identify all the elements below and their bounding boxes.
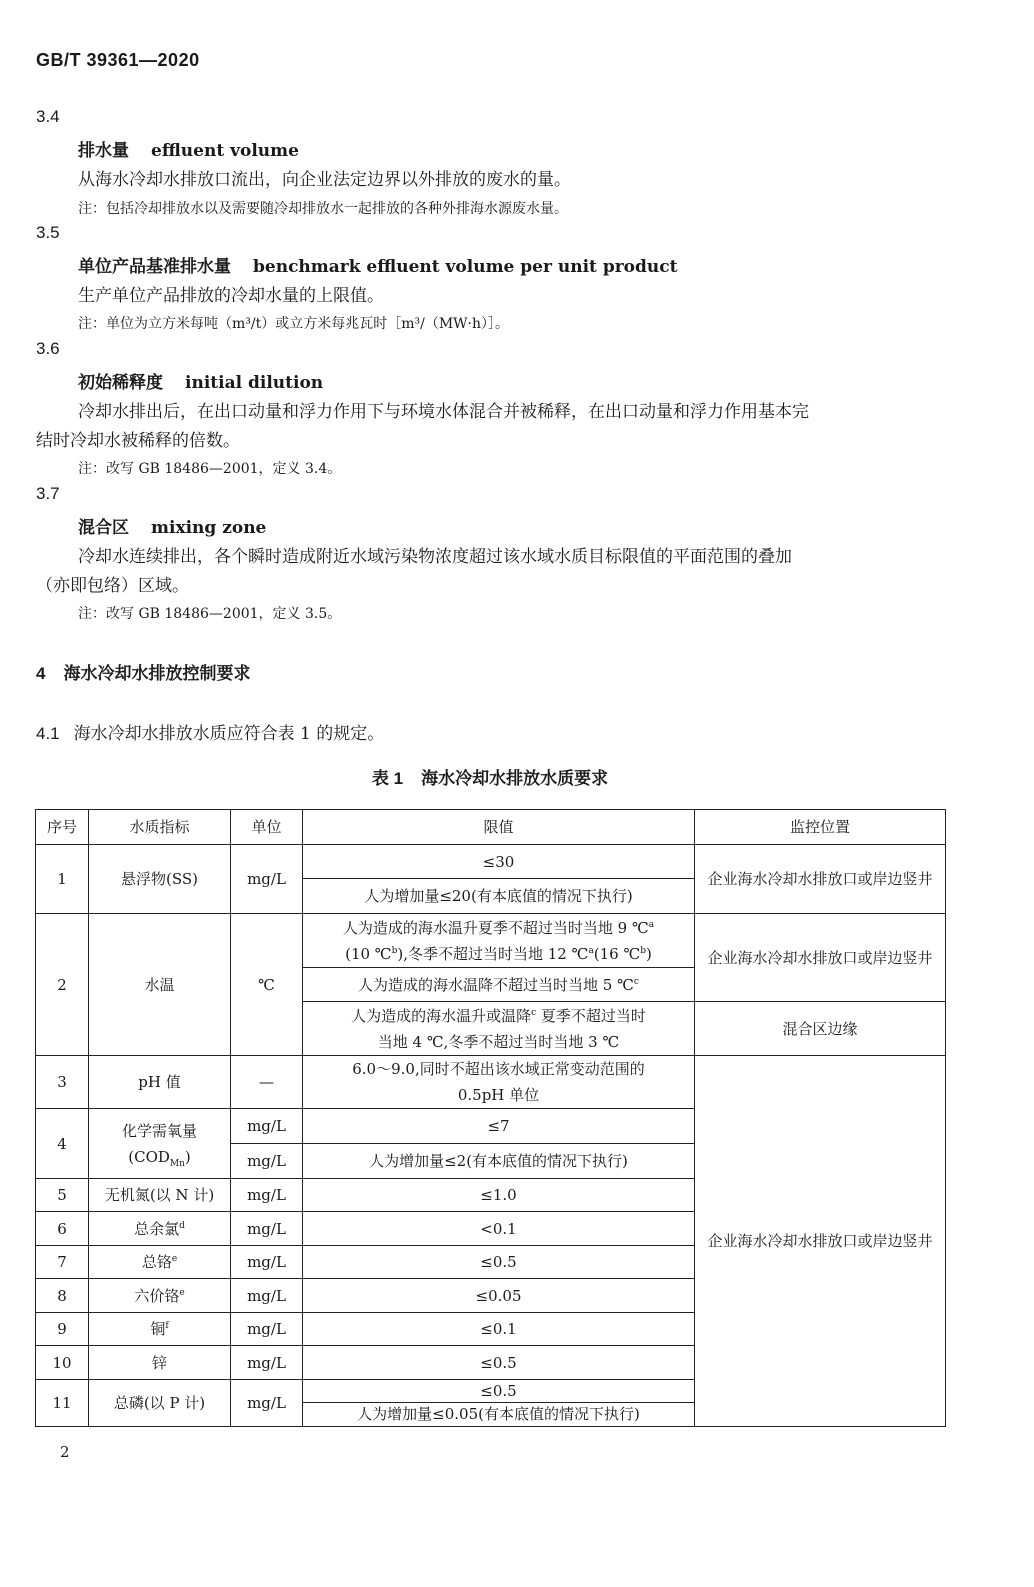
- cell-limit: <0.1: [303, 1212, 695, 1246]
- cell-unit: mg/L: [231, 1313, 303, 1346]
- cell-unit: mg/L: [231, 1246, 303, 1279]
- limit-text: (10 ℃: [345, 944, 392, 963]
- term-heading: [78, 136, 299, 161]
- term-heading: [78, 252, 677, 277]
- term-heading: [78, 368, 323, 393]
- water-quality-table: [35, 809, 946, 1427]
- footnote-mark: b: [391, 945, 398, 956]
- cell-unit: mg/L: [231, 1279, 303, 1313]
- cell-unit: mg/L: [231, 845, 303, 914]
- indicator-subscript: Mn: [169, 1158, 185, 1169]
- cell-limit: [303, 914, 695, 968]
- footnote-mark: a: [588, 945, 594, 956]
- cell-limit: ≤0.05: [303, 1279, 695, 1313]
- cell-unit: mg/L: [231, 1346, 303, 1380]
- limit-text: 人为造成的海水温升或温降: [351, 1006, 532, 1025]
- limit-text: (16 ℃: [593, 944, 641, 963]
- cell-seq: 3: [36, 1056, 89, 1109]
- table-caption-title: 海水冷却水排放水质要求: [421, 769, 609, 788]
- cell-indicator: 锌: [89, 1346, 231, 1380]
- definition-text: 从海水冷却水排放口流出，向企业法定边界以外排放的废水的量。: [78, 170, 571, 190]
- cell-unit: mg/L: [231, 1179, 303, 1212]
- cell-limit: ≤0.5: [303, 1380, 695, 1403]
- cell-limit: ≤30: [303, 845, 695, 879]
- footnote-mark: e: [171, 1254, 178, 1264]
- footnote-mark: e: [179, 1287, 185, 1298]
- definition-text-continued: （亦即包络）区域。: [36, 576, 189, 596]
- cell-indicator: 总磷(以 P 计): [89, 1380, 231, 1427]
- indicator-text: 铜: [150, 1320, 166, 1338]
- cell-seq: 9: [36, 1313, 89, 1346]
- note-text: 注：单位为立方米每吨（m³/t）或立方米每兆瓦时［m³/（MW·h）］。: [78, 316, 510, 332]
- limit-text: 夏季不超过当时: [536, 1006, 646, 1025]
- cell-limit: ≤1.0: [303, 1179, 695, 1212]
- cell-location: 企业海水冷却水排放口或岸边竖井: [695, 845, 946, 914]
- cell-limit: 6.0～9.0,同时不超出该水域正常变动范围的0.5pH 单位: [303, 1056, 695, 1109]
- cell-indicator: 悬浮物(SS): [89, 845, 231, 914]
- limit-text: ),冬季不超过当时当地 12 ℃: [397, 944, 589, 963]
- definition-text: 生产单位产品排放的冷却水量的上限值。: [78, 286, 384, 306]
- cell-limit: 人为增加量≤20(有本底值的情况下执行): [303, 879, 695, 914]
- header-unit: 单位: [231, 810, 303, 845]
- note-text: 注：包括冷却排放水以及需要随冷却排放水一起排放的各种外排海水源废水量。: [78, 201, 568, 217]
- header-indicator: 水质指标: [89, 810, 231, 845]
- clause-number: 3.5: [36, 223, 60, 242]
- cell-limit: 人为增加量≤2(有本底值的情况下执行): [303, 1144, 695, 1179]
- cell-unit: mg/L: [231, 1144, 303, 1179]
- footnote-mark: c: [633, 976, 639, 987]
- section-number: 4: [36, 664, 46, 683]
- cell-limit: [303, 968, 695, 1002]
- cell-limit: 人为增加量≤0.05(有本底值的情况下执行): [303, 1403, 695, 1427]
- indicator-text: 总余氯: [134, 1219, 180, 1238]
- cell-indicator: 无机氮(以 N 计): [89, 1179, 231, 1212]
- table-row: [36, 914, 946, 968]
- term-en: benchmark effluent volume per unit product: [253, 257, 678, 277]
- indicator-text: 六价铬: [134, 1286, 180, 1305]
- page-number: 2: [60, 1443, 70, 1461]
- cell-unit: ℃: [231, 914, 303, 1056]
- note-text: 注：改写 GB 18486—2001，定义 3.4。: [78, 461, 342, 477]
- indicator-text: 化学需氧量: [121, 1121, 197, 1140]
- cell-indicator: [89, 1313, 231, 1346]
- footnote-mark: a: [648, 919, 655, 930]
- clause-number: 3.7: [36, 484, 60, 503]
- clause-number: 3.6: [36, 339, 60, 358]
- indicator-text: ): [184, 1147, 191, 1166]
- limit-text: 当地 4 ℃,冬季不超过当时当地 3 ℃: [377, 1032, 620, 1051]
- header-seq: 序号: [36, 810, 89, 845]
- term-en: effluent volume: [151, 141, 299, 161]
- cell-seq: 10: [36, 1346, 89, 1380]
- cell-indicator: [89, 1246, 231, 1279]
- definition-text: 冷却水连续排出，各个瞬时造成附近水域污染物浓度超过该水域水质目标限值的平面范围的叠加: [78, 547, 792, 567]
- cell-unit: —: [231, 1056, 303, 1109]
- footnote-mark: d: [179, 1220, 185, 1231]
- table-row: [36, 845, 946, 879]
- cell-seq: 11: [36, 1380, 89, 1427]
- table-row: [36, 1056, 946, 1109]
- cell-limit: ≤0.1: [303, 1313, 695, 1346]
- definition-text-continued: 结时冷却水被稀释的倍数。: [36, 431, 240, 451]
- term-en: mixing zone: [151, 518, 267, 538]
- note-text: 注：改写 GB 18486—2001，定义 3.5。: [78, 606, 342, 622]
- cell-limit: ≤0.5: [303, 1246, 695, 1279]
- table-header-row: [36, 810, 946, 845]
- cell-seq: 8: [36, 1279, 89, 1313]
- cell-limit: [303, 1002, 695, 1056]
- term-heading: [78, 513, 266, 538]
- cell-location: 企业海水冷却水排放口或岸边竖井: [695, 914, 946, 1002]
- footnote-mark: f: [165, 1321, 169, 1331]
- term-cn: 初始稀释度: [78, 373, 163, 393]
- paragraph-text: 海水冷却水排放水质应符合表 1 的规定。: [73, 724, 385, 744]
- cell-unit: mg/L: [231, 1380, 303, 1427]
- standard-code: GB/T 39361—2020: [36, 50, 200, 70]
- term-en: initial dilution: [185, 373, 324, 393]
- table-caption: [0, 764, 980, 789]
- cell-seq: 6: [36, 1212, 89, 1246]
- cell-unit: mg/L: [231, 1212, 303, 1246]
- cell-indicator: pH 值: [89, 1056, 231, 1109]
- cell-indicator: [89, 1279, 231, 1313]
- clause-number: 3.4: [36, 107, 60, 126]
- section-title: 海水冷却水排放控制要求: [63, 664, 251, 683]
- footnote-mark: b: [640, 945, 647, 956]
- term-cn: 混合区: [78, 518, 129, 538]
- cell-limit: ≤0.5: [303, 1346, 695, 1380]
- limit-text: 人为造成的海水温降不超过当时当地 5 ℃: [358, 975, 634, 994]
- cell-indicator: 水温: [89, 914, 231, 1056]
- cell-unit: mg/L: [231, 1109, 303, 1144]
- paragraph-number: 4.1: [36, 724, 60, 743]
- paragraph-4-1: [36, 719, 384, 744]
- table-caption-label: 表 1: [371, 769, 404, 788]
- cell-limit: ≤7: [303, 1109, 695, 1144]
- cell-indicator: [89, 1212, 231, 1246]
- cell-indicator: [89, 1109, 231, 1179]
- section-heading: [36, 659, 250, 684]
- definition-text: 冷却水排出后，在出口动量和浮力作用下与环境水体混合并被稀释，在出口动量和浮力作用基本完: [78, 402, 809, 422]
- indicator-text: 总铬: [141, 1253, 172, 1271]
- cell-location: 企业海水冷却水排放口或岸边竖井: [695, 1056, 946, 1427]
- cell-seq: 5: [36, 1179, 89, 1212]
- cell-location: 混合区边缘: [695, 1002, 946, 1056]
- header-limit: 限值: [303, 810, 695, 845]
- indicator-text: (COD: [128, 1147, 170, 1166]
- footnote-mark: c: [531, 1007, 537, 1018]
- header-location: 监控位置: [695, 810, 946, 845]
- limit-text: 人为造成的海水温升夏季不超过当时当地 9 ℃: [342, 918, 649, 937]
- cell-seq: 4: [36, 1109, 89, 1179]
- cell-seq: 7: [36, 1246, 89, 1279]
- cell-seq: 2: [36, 914, 89, 1056]
- cell-seq: 1: [36, 845, 89, 914]
- term-cn: 单位产品基准排水量: [78, 257, 231, 277]
- term-cn: 排水量: [78, 141, 129, 161]
- limit-text: ): [646, 944, 652, 963]
